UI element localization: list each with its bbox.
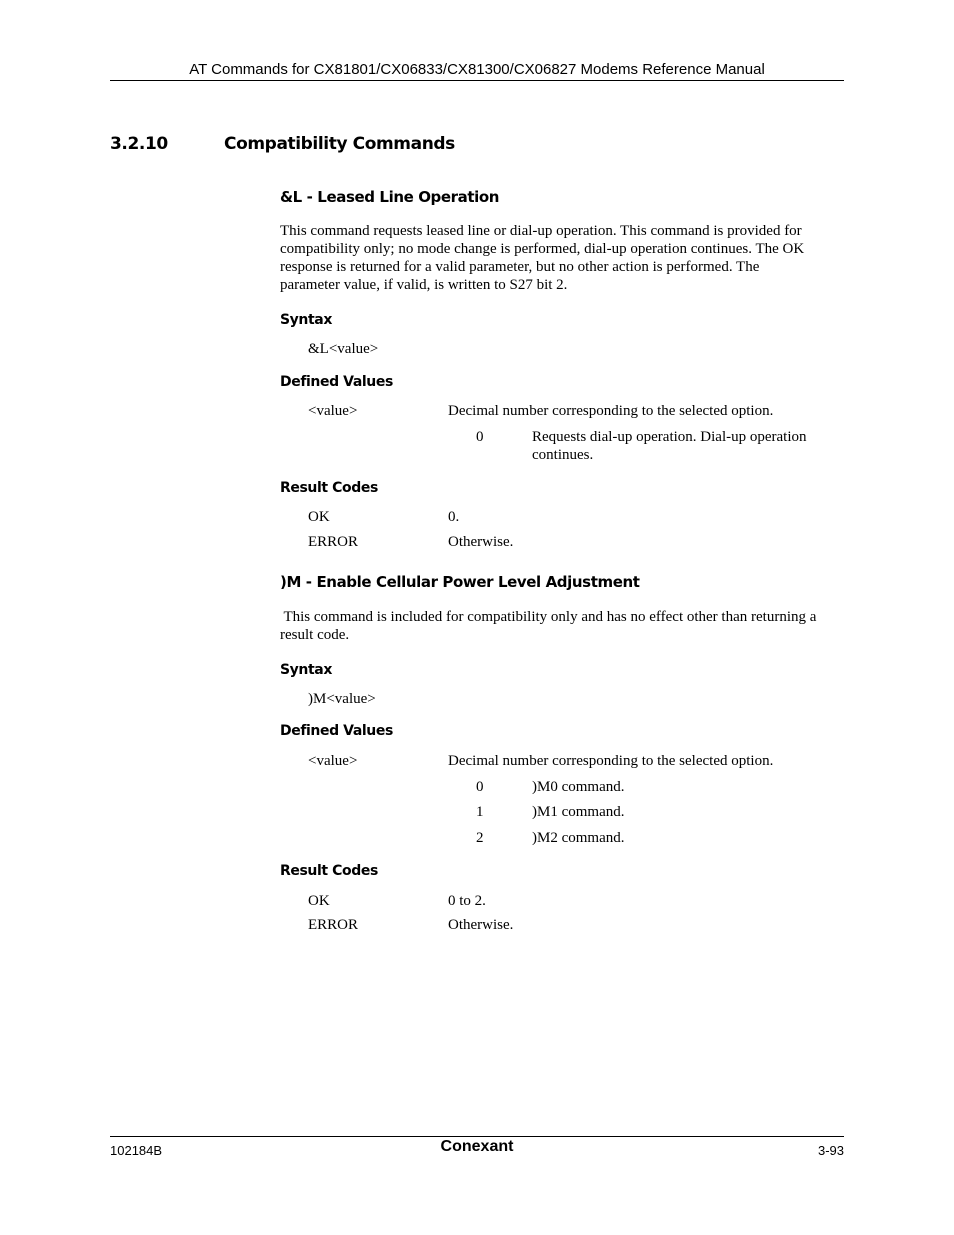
option-description: )M2 command. [532,830,625,846]
result-codes-heading: Result Codes [280,863,378,879]
syntax-value: )M<value> [308,691,376,707]
result-code-description: 0 to 2. [448,893,486,909]
description-line: This command requests leased line or dial-up operation. This command is provided for [280,223,802,239]
page-header-title: AT Commands for CX81801/CX06833/CX81300/CX06827 Modems Reference Manual [189,61,765,78]
syntax-value: &L<value> [308,341,379,357]
command-title-leased-line: &L - Leased Line Operation [280,188,500,206]
result-code: ERROR [308,917,359,933]
page-number: 3-93 [817,1143,844,1158]
defined-values-heading: Defined Values [280,374,393,390]
parameter-description: Decimal number corresponding to the selected option. [448,753,774,769]
description-line: compatibility only; no mode change is performed, dial-up operation continues. The OK [280,241,805,257]
syntax-heading: Syntax [280,312,332,328]
description-line: This command is included for compatibility only and has no effect other than returning a [280,609,817,625]
section-number: 3.2.10 [110,134,168,154]
command-title-cellular-power: )M - Enable Cellular Power Level Adjustment [280,573,640,591]
company-name: Conexant [440,1138,514,1155]
option-value: 0 [476,779,484,795]
option-description-line: Requests dial-up operation. Dial-up operation [532,429,807,445]
parameter-name: <value> [308,403,358,419]
footer-rule [110,1136,844,1137]
header-rule [110,80,844,81]
description-line: result code. [280,627,350,643]
syntax-heading: Syntax [280,662,332,678]
result-code-description: Otherwise. [448,534,514,550]
result-codes-heading: Result Codes [280,480,378,496]
result-code-description: Otherwise. [448,917,514,933]
description-line: parameter value, if valid, is written to S27 bit 2. [280,277,568,293]
command-description-cellular-power [280,608,844,644]
option-description-line: continues. [532,447,594,463]
description-line: response is returned for a valid parameter, but no other action is performed. The [280,259,760,275]
command-description-leased-line [280,222,844,294]
document-number: 102184B [110,1143,163,1158]
option-description: )M1 command. [532,804,625,820]
result-code: OK [308,509,330,525]
parameter-description: Decimal number corresponding to the selected option. [448,403,774,419]
option-value: 2 [476,830,484,846]
result-code: OK [308,893,330,909]
result-code: ERROR [308,534,359,550]
parameter-name: <value> [308,753,358,769]
option-description [532,428,832,464]
option-value: 0 [476,429,484,445]
section-title: Compatibility Commands [224,134,455,154]
result-code-description: 0. [448,509,460,525]
option-value: 1 [476,804,484,820]
defined-values-heading: Defined Values [280,723,393,739]
option-description: )M0 command. [532,779,625,795]
